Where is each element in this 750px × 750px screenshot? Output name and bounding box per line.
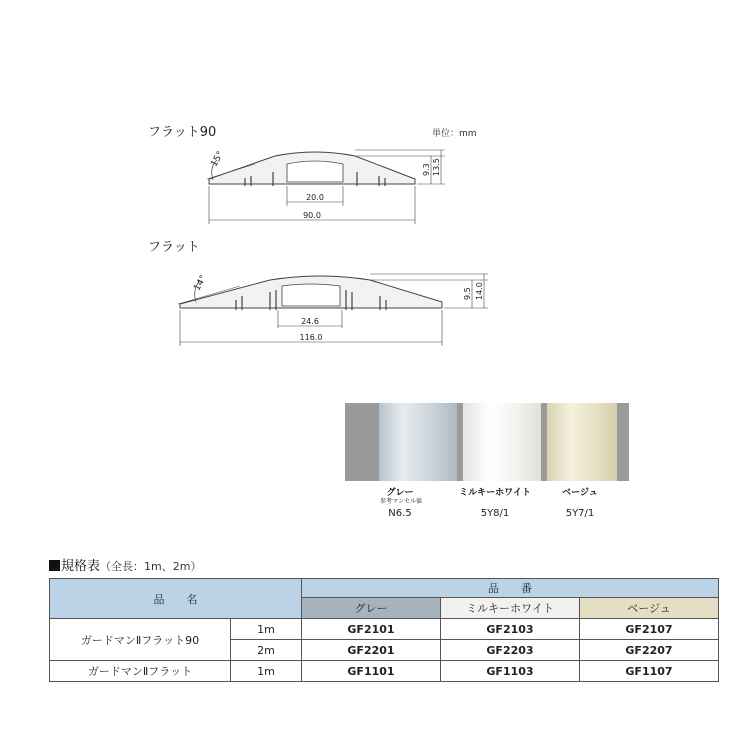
color-header-beige: ベージュ	[580, 598, 719, 619]
product-name: ガードマンⅡフラット	[50, 661, 231, 682]
product-length: 1m	[231, 619, 302, 640]
spec-table	[49, 578, 719, 682]
diagram2-inner-width: 24.6	[301, 317, 319, 326]
diagram1-height-total: 13.5	[432, 158, 441, 176]
product-code: GF2107	[580, 619, 719, 640]
swatch-milky-white-label: ミルキーホワイト	[459, 488, 531, 498]
diagram2-height-inner: 9.5	[463, 287, 472, 300]
diagram1-angle: 15°	[209, 149, 227, 169]
spec-heading	[49, 555, 201, 574]
col-name-header: 品 名	[50, 579, 302, 619]
swatch-beige-code: 5Y7/1	[565, 508, 595, 519]
product-length: 1m	[231, 661, 302, 682]
swatch-gray-code: N6.5	[388, 508, 412, 519]
diagram1-height-inner: 9.3	[422, 163, 431, 176]
product-length: 2m	[231, 640, 302, 661]
spec-heading-text: 規格表	[61, 559, 101, 574]
product-code: GF1107	[580, 661, 719, 682]
diagram1-inner-width: 20.0	[306, 193, 324, 202]
unit-label: 単位：mm	[432, 129, 477, 139]
diagram1-cross-section	[195, 138, 485, 238]
diagram1-total-width: 90.0	[303, 211, 321, 220]
swatch-milky-white	[463, 403, 541, 481]
diagram2-total-width: 116.0	[299, 333, 323, 342]
product-code: GF2201	[302, 640, 441, 661]
diagram2-angle: 14°	[192, 273, 210, 293]
swatch-beige-label: ベージュ	[562, 488, 598, 498]
color-swatch-strip	[345, 403, 629, 481]
table-row	[50, 619, 719, 640]
diagram2-title: フラット	[148, 240, 200, 255]
swatch-gray	[379, 403, 457, 481]
spec-heading-note: （全長：1m、2m）	[100, 560, 202, 573]
diagram1-title: フラット90	[148, 125, 217, 140]
product-code: GF2207	[580, 640, 719, 661]
table-row	[50, 661, 719, 682]
swatch-gray-sub: 参考マンセル値	[379, 498, 422, 505]
product-code: GF2203	[441, 640, 580, 661]
color-header-gray: グレー	[302, 598, 441, 619]
color-header-milky-white: ミルキーホワイト	[441, 598, 580, 619]
diagram2-cross-section	[170, 262, 490, 352]
col-number-header: 品 番	[302, 579, 719, 598]
swatch-milky-white-code: 5Y8/1	[480, 508, 510, 519]
product-code: GF2101	[302, 619, 441, 640]
diagram2-height-total: 14.0	[475, 282, 484, 300]
product-code: GF1103	[441, 661, 580, 682]
swatch-beige	[547, 403, 617, 481]
product-name: ガードマンⅡフラット90	[50, 619, 231, 661]
square-bullet-icon	[49, 560, 60, 571]
product-code: GF2103	[441, 619, 580, 640]
swatch-gray-label: グレー	[386, 488, 414, 498]
product-code: GF1101	[302, 661, 441, 682]
